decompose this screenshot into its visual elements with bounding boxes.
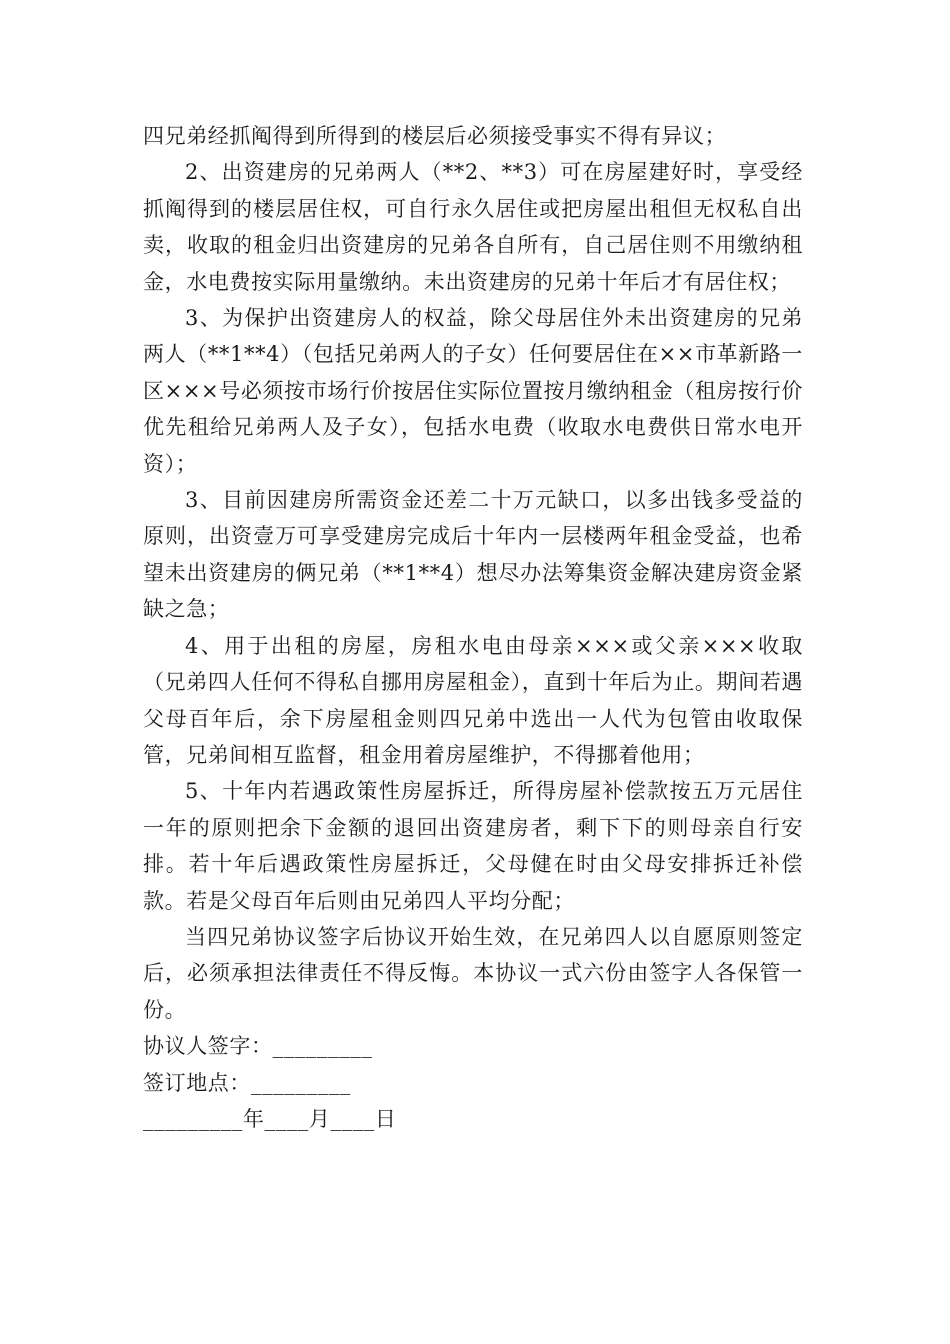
clause-4: 4、用于出租的房屋，房租水电由母亲×××或父亲×××收取（兄弟四人任何不得私自挪用房屋租金），直到十年后为止。期间若遇父母百年后，余下房屋租金则四兄弟中选出一人代为包管由收取保管，兄弟间相互监督，租金用着房屋维护，不得挪着他用； [143,633,803,767]
agreement-body [143,118,803,1137]
signing-place-line: 签订地点：_________ [143,1070,351,1095]
clause-3-rights: 3、为保护出资建房人的权益，除父母居住外未出资建房的兄弟两人（**1**4）（包括兄弟两人的子女）任何要居住在××市革新路一区×××号必须按市场行价按居住实际位置按月缴纳租金（租房按行价优先租给兄弟两人及子女），包括水电费（收取水电费供日常水电开资）； [143,306,803,476]
signature-line: 协议人签字：_________ [143,1034,373,1059]
paragraph-continuation: 四兄弟经抓阄得到所得到的楼层后必须接受事实不得有异议； [143,124,727,148]
effective-clause: 当四兄弟协议签字后协议开始生效，在兄弟四人以自愿原则签定后，必须承担法律责任不得反悔。本协议一式六份由签字人各保管一份。 [143,924,803,1022]
clause-5: 5、十年内若遇政策性房屋拆迁，所得房屋补偿款按五万元居住一年的原则把余下金额的退回出资建房者，剩下下的则母亲自行安排。若十年后遇政策性房屋拆迁，父母健在时由父母安排拆迁补偿款。若是父母百年后则由兄弟四人平均分配； [143,779,803,913]
clause-3-funding: 3、目前因建房所需资金还差二十万元缺口，以多出钱多受益的原则，出资壹万可享受建房完成后十年内一层楼两年租金受益，也希望未出资建房的俩兄弟（**1**4）想尽办法筹集资金解决建房资金紧缺之急； [143,488,803,622]
clause-2: 2、出资建房的兄弟两人（**2、**3）可在房屋建好时，享受经抓阄得到的楼层居住权，可自行永久居住或把房屋出租但无权私自出卖，收取的租金归出资建房的兄弟各自所有，自己居住则不用缴纳租金，水电费按实际用量缴纳。未出资建房的兄弟十年后才有居住权； [143,160,803,294]
signing-date-line: _________年____月____日 [143,1106,397,1131]
